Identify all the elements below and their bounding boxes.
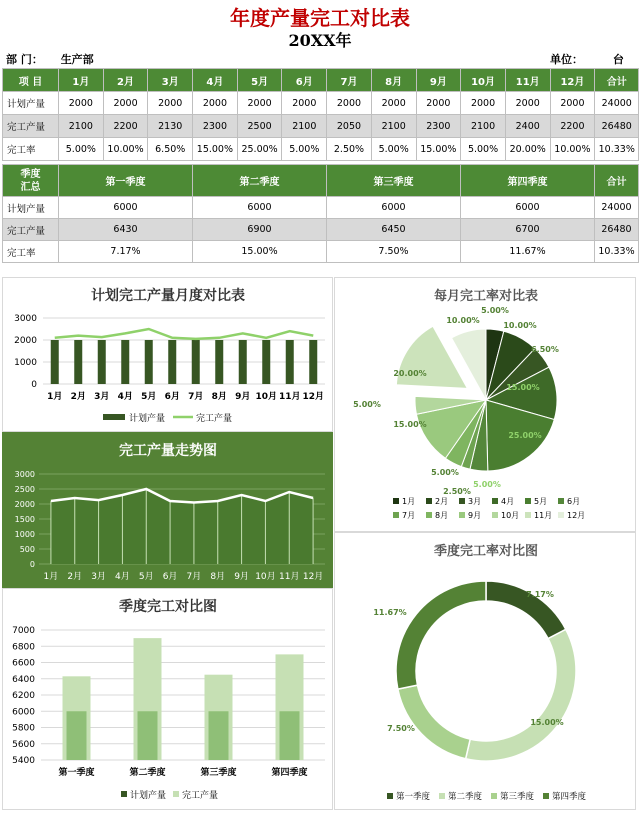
table-cell: 2000 bbox=[327, 92, 372, 115]
x-tick-label: 4月 bbox=[115, 572, 130, 582]
legend-label-actual: 完工产量 bbox=[182, 791, 219, 801]
chart-title: 计划完工产量月度对比表 bbox=[91, 288, 245, 304]
table-cell: 2.50% bbox=[327, 138, 372, 161]
legend-label: 9月 bbox=[468, 511, 482, 520]
table-cell: 2100 bbox=[282, 115, 327, 138]
legend-label: 11月 bbox=[534, 511, 553, 520]
x-tick-label: 5月 bbox=[141, 392, 157, 402]
y-tick-label: 3000 bbox=[14, 314, 37, 324]
donut-slice bbox=[398, 685, 470, 759]
table-cell: 20.00% bbox=[505, 138, 550, 161]
table-cell: 15.00% bbox=[193, 138, 238, 161]
table-cell: 15.00% bbox=[193, 241, 327, 263]
bar-plan bbox=[168, 340, 176, 384]
y-tick-label: 5400 bbox=[12, 756, 35, 766]
y-tick-label: 1000 bbox=[14, 530, 35, 539]
legend-swatch bbox=[558, 498, 564, 504]
table-cell: 2000 bbox=[371, 92, 416, 115]
x-tick-label: 12月 bbox=[302, 392, 325, 402]
legend-label: 第三季度 bbox=[500, 792, 535, 802]
chart-title: 季度完工对比图 bbox=[119, 599, 217, 615]
x-tick-label: 3月 bbox=[91, 572, 106, 582]
table-cell: 2000 bbox=[103, 92, 148, 115]
bar-plan bbox=[98, 340, 106, 384]
donut-slice bbox=[396, 581, 486, 689]
legend-swatch bbox=[491, 793, 497, 799]
table-cell: 5.00% bbox=[371, 138, 416, 161]
x-tick-label: 2月 bbox=[70, 392, 86, 402]
table-row-label: 计划产量 bbox=[3, 92, 59, 115]
x-tick-label: 12月 bbox=[302, 572, 324, 582]
table-header-quarter: 第三季度 bbox=[327, 165, 461, 197]
pie-data-label: 2.50% bbox=[443, 487, 471, 496]
donut-data-label: 15.00% bbox=[530, 718, 564, 727]
donut-data-label: 11.67% bbox=[373, 608, 407, 617]
legend-swatch-plan bbox=[121, 791, 127, 797]
table-row-label: 完工产量 bbox=[3, 115, 59, 138]
x-tick-label: 6月 bbox=[162, 572, 178, 582]
unit-info bbox=[550, 51, 624, 67]
table-cell: 2500 bbox=[237, 115, 282, 138]
donut-data-label: 7.17% bbox=[526, 590, 554, 599]
pie-data-label: 5.00% bbox=[353, 400, 381, 409]
pie-data-label: 5.00% bbox=[481, 306, 509, 315]
y-tick-label: 6400 bbox=[12, 674, 35, 685]
bar-plan bbox=[309, 340, 317, 384]
table-header-month: 2月 bbox=[103, 69, 148, 92]
x-tick-label: 7月 bbox=[188, 392, 204, 402]
table-header-month: 10月 bbox=[461, 69, 506, 92]
y-tick-label: 6200 bbox=[12, 691, 35, 701]
bar-plan bbox=[239, 340, 247, 384]
legend-swatch-actual bbox=[173, 791, 179, 797]
table-header-month: 7月 bbox=[327, 69, 372, 92]
y-tick-label: 6000 bbox=[12, 707, 35, 718]
table-cell: 2000 bbox=[461, 92, 506, 115]
table-header-month: 9月 bbox=[416, 69, 461, 92]
pie-data-label: 15.00% bbox=[506, 383, 540, 392]
table-header-summary: 季度 汇总 bbox=[3, 165, 59, 197]
panel-quarter-donut bbox=[334, 532, 636, 810]
donut-slice bbox=[466, 629, 576, 761]
y-tick-label: 2000 bbox=[14, 500, 35, 509]
table-cell: 2200 bbox=[550, 115, 595, 138]
x-tick-label: 第三季度 bbox=[200, 768, 237, 778]
pie-data-label: 6.50% bbox=[531, 345, 559, 354]
table-cell: 2000 bbox=[550, 92, 595, 115]
legend-swatch bbox=[426, 512, 432, 518]
table-cell: 2050 bbox=[327, 115, 372, 138]
x-tick-label: 3月 bbox=[94, 392, 110, 402]
table-cell: 6430 bbox=[59, 219, 193, 241]
bar-plan bbox=[286, 340, 294, 384]
y-tick-label: 3000 bbox=[14, 470, 35, 479]
x-tick-label: 4月 bbox=[117, 392, 133, 402]
y-tick-label: 6600 bbox=[12, 658, 35, 669]
bar-plan bbox=[138, 711, 158, 760]
pie-data-label: 15.00% bbox=[393, 420, 427, 429]
chart-monthly-trend bbox=[3, 433, 334, 589]
table-cell: 2000 bbox=[148, 92, 193, 115]
table-header-item: 项 目 bbox=[3, 69, 59, 92]
legend-label: 10月 bbox=[501, 511, 520, 520]
y-tick-label: 5800 bbox=[12, 723, 35, 734]
y-tick-label: 2500 bbox=[14, 485, 35, 494]
table-row-label: 计划产量 bbox=[3, 197, 59, 219]
y-tick-label: 0 bbox=[31, 380, 37, 390]
department-info bbox=[6, 51, 94, 67]
bar-plan bbox=[215, 340, 223, 384]
legend-label-plan: 计划产量 bbox=[129, 414, 166, 424]
bar-plan bbox=[209, 711, 229, 760]
y-tick-label: 6800 bbox=[12, 642, 35, 653]
table-cell: 6000 bbox=[461, 197, 595, 219]
legend-swatch bbox=[543, 793, 549, 799]
table-cell: 2300 bbox=[416, 115, 461, 138]
panel-monthly-combo bbox=[2, 277, 333, 432]
table-cell: 2000 bbox=[193, 92, 238, 115]
table-header-quarter: 第四季度 bbox=[461, 165, 595, 197]
chart-monthly-pie bbox=[335, 278, 637, 533]
legend-label: 6月 bbox=[567, 497, 581, 506]
table-cell: 2400 bbox=[505, 115, 550, 138]
x-tick-label: 9月 bbox=[234, 572, 249, 582]
table-row-label: 完工产量 bbox=[3, 219, 59, 241]
x-tick-label: 8月 bbox=[210, 572, 226, 582]
panel-monthly-pie bbox=[334, 277, 636, 532]
legend-swatch bbox=[558, 512, 564, 518]
chart-quarter-donut bbox=[335, 533, 637, 811]
chart-title: 季度完工率对比图 bbox=[433, 544, 539, 559]
pie-data-label: 10.00% bbox=[446, 316, 480, 325]
legend-label: 7月 bbox=[402, 511, 416, 520]
pie-data-label: 5.00% bbox=[431, 468, 459, 477]
y-tick-label: 0 bbox=[29, 560, 35, 569]
table-cell: 2000 bbox=[237, 92, 282, 115]
table-cell-total: 10.33% bbox=[595, 138, 639, 161]
table-cell: 2000 bbox=[59, 92, 104, 115]
legend-swatch bbox=[492, 498, 498, 504]
table-header-total: 合计 bbox=[595, 69, 639, 92]
unit-label: 单位： bbox=[550, 53, 583, 66]
table-cell: 25.00% bbox=[237, 138, 282, 161]
pie-data-label: 20.00% bbox=[393, 369, 427, 378]
bar-plan bbox=[121, 340, 129, 384]
x-tick-label: 第一季度 bbox=[58, 768, 95, 778]
table-header-total: 合计 bbox=[595, 165, 639, 197]
x-tick-label: 第四季度 bbox=[271, 768, 308, 778]
bar-plan bbox=[262, 340, 270, 384]
x-tick-label: 第二季度 bbox=[129, 768, 166, 778]
table-row-label: 完工率 bbox=[3, 138, 59, 161]
legend-label: 3月 bbox=[468, 497, 482, 506]
legend-label: 第二季度 bbox=[448, 792, 483, 802]
donut-data-label: 7.50% bbox=[387, 724, 415, 733]
table-cell: 2200 bbox=[103, 115, 148, 138]
legend-swatch bbox=[492, 512, 498, 518]
table-cell: 7.50% bbox=[327, 241, 461, 263]
legend-label: 4月 bbox=[501, 497, 515, 506]
legend-swatch bbox=[525, 512, 531, 518]
table-cell: 11.67% bbox=[461, 241, 595, 263]
table-header-quarter: 第二季度 bbox=[193, 165, 327, 197]
table-cell: 5.00% bbox=[461, 138, 506, 161]
line-actual bbox=[55, 329, 314, 339]
legend-label: 5月 bbox=[534, 497, 548, 506]
chart-title: 完工产量走势图 bbox=[119, 443, 217, 459]
legend-swatch bbox=[426, 498, 432, 504]
table-cell: 5.00% bbox=[59, 138, 104, 161]
y-tick-label: 2000 bbox=[14, 336, 37, 346]
legend-swatch bbox=[393, 512, 399, 518]
table-header-quarter: 第一季度 bbox=[59, 165, 193, 197]
x-tick-label: 7月 bbox=[186, 572, 202, 582]
x-tick-label: 6月 bbox=[164, 392, 180, 402]
table-cell: 6700 bbox=[461, 219, 595, 241]
y-tick-label: 500 bbox=[19, 545, 35, 554]
x-tick-label: 11月 bbox=[278, 392, 301, 402]
x-tick-label: 10月 bbox=[255, 392, 278, 402]
table-cell: 2300 bbox=[193, 115, 238, 138]
y-tick-label: 1000 bbox=[14, 358, 37, 368]
table-header-month: 6月 bbox=[282, 69, 327, 92]
legend-label-plan: 计划产量 bbox=[130, 791, 167, 801]
x-tick-label: 10月 bbox=[255, 572, 276, 582]
chart-quarter-bar bbox=[3, 589, 334, 811]
dept-value: 生产部 bbox=[60, 53, 94, 66]
table-cell: 15.00% bbox=[416, 138, 461, 161]
table-cell: 6000 bbox=[193, 197, 327, 219]
table-cell: 6000 bbox=[59, 197, 193, 219]
x-tick-label: 2月 bbox=[67, 572, 83, 582]
table-header-month: 5月 bbox=[237, 69, 282, 92]
x-tick-label: 11月 bbox=[279, 572, 300, 582]
table-cell-total: 10.33% bbox=[595, 241, 639, 263]
table-header-month: 1月 bbox=[59, 69, 104, 92]
x-tick-label: 8月 bbox=[211, 392, 227, 402]
table-cell: 6.50% bbox=[148, 138, 193, 161]
legend-swatch bbox=[393, 498, 399, 504]
table-header-month: 8月 bbox=[371, 69, 416, 92]
table-cell: 2000 bbox=[416, 92, 461, 115]
bar-plan bbox=[67, 711, 87, 760]
monthly-table bbox=[2, 68, 639, 161]
unit-value: 台 bbox=[612, 53, 624, 66]
x-tick-label: 1月 bbox=[43, 572, 59, 582]
y-tick-label: 5600 bbox=[12, 739, 35, 750]
legend-label: 第四季度 bbox=[552, 792, 587, 802]
legend-swatch bbox=[459, 512, 465, 518]
table-cell: 6900 bbox=[193, 219, 327, 241]
chart-title: 每月完工率对比表 bbox=[433, 289, 539, 304]
page-year: 20XX年 bbox=[288, 31, 352, 50]
table-cell: 6000 bbox=[327, 197, 461, 219]
table-cell: 10.00% bbox=[550, 138, 595, 161]
legend-label-actual: 完工产量 bbox=[196, 414, 233, 424]
x-tick-label: 1月 bbox=[47, 392, 63, 402]
legend-label: 第一季度 bbox=[396, 792, 431, 802]
pie-data-label: 5.00% bbox=[473, 480, 501, 489]
chart-monthly-combo bbox=[3, 278, 334, 433]
table-header-month: 11月 bbox=[505, 69, 550, 92]
table-header-month: 4月 bbox=[193, 69, 238, 92]
y-tick-label: 7000 bbox=[12, 626, 35, 636]
legend-swatch bbox=[459, 498, 465, 504]
table-cell: 2100 bbox=[461, 115, 506, 138]
pie-slice bbox=[452, 329, 486, 400]
legend-swatch bbox=[525, 498, 531, 504]
table-cell: 7.17% bbox=[59, 241, 193, 263]
legend-label: 1月 bbox=[402, 497, 416, 506]
page-title: 年度产量完工对比表 bbox=[230, 6, 410, 30]
table-cell: 2000 bbox=[505, 92, 550, 115]
y-tick-label: 1500 bbox=[14, 515, 35, 524]
table-cell: 6450 bbox=[327, 219, 461, 241]
panel-quarter-bar bbox=[2, 588, 333, 810]
table-cell-total: 26480 bbox=[595, 115, 639, 138]
bar-plan bbox=[192, 340, 200, 384]
pie-data-label: 10.00% bbox=[503, 321, 537, 330]
x-tick-label: 9月 bbox=[235, 392, 251, 402]
bar-plan bbox=[51, 340, 59, 384]
table-cell-total: 26480 bbox=[595, 219, 639, 241]
pie-data-label: 25.00% bbox=[508, 431, 542, 440]
panel-monthly-trend bbox=[2, 432, 333, 588]
bar-plan bbox=[145, 340, 153, 384]
table-cell-total: 24000 bbox=[595, 197, 639, 219]
table-row-label: 完工率 bbox=[3, 241, 59, 263]
table-cell: 10.00% bbox=[103, 138, 148, 161]
table-cell: 2000 bbox=[282, 92, 327, 115]
legend-swatch bbox=[387, 793, 393, 799]
legend-label: 8月 bbox=[435, 511, 449, 520]
bar-plan bbox=[74, 340, 82, 384]
quarter-table bbox=[2, 164, 639, 263]
table-cell: 5.00% bbox=[282, 138, 327, 161]
table-cell: 2130 bbox=[148, 115, 193, 138]
legend-label: 2月 bbox=[435, 497, 449, 506]
x-tick-label: 5月 bbox=[138, 572, 154, 582]
table-cell-total: 24000 bbox=[595, 92, 639, 115]
legend-swatch bbox=[439, 793, 445, 799]
legend-label: 12月 bbox=[567, 511, 586, 520]
legend-swatch-plan bbox=[103, 414, 125, 420]
table-cell: 2100 bbox=[371, 115, 416, 138]
table-header-month: 3月 bbox=[148, 69, 193, 92]
table-cell: 2100 bbox=[59, 115, 104, 138]
bar-plan bbox=[280, 711, 300, 760]
table-header-month: 12月 bbox=[550, 69, 595, 92]
dept-label: 部 门： bbox=[6, 53, 43, 66]
